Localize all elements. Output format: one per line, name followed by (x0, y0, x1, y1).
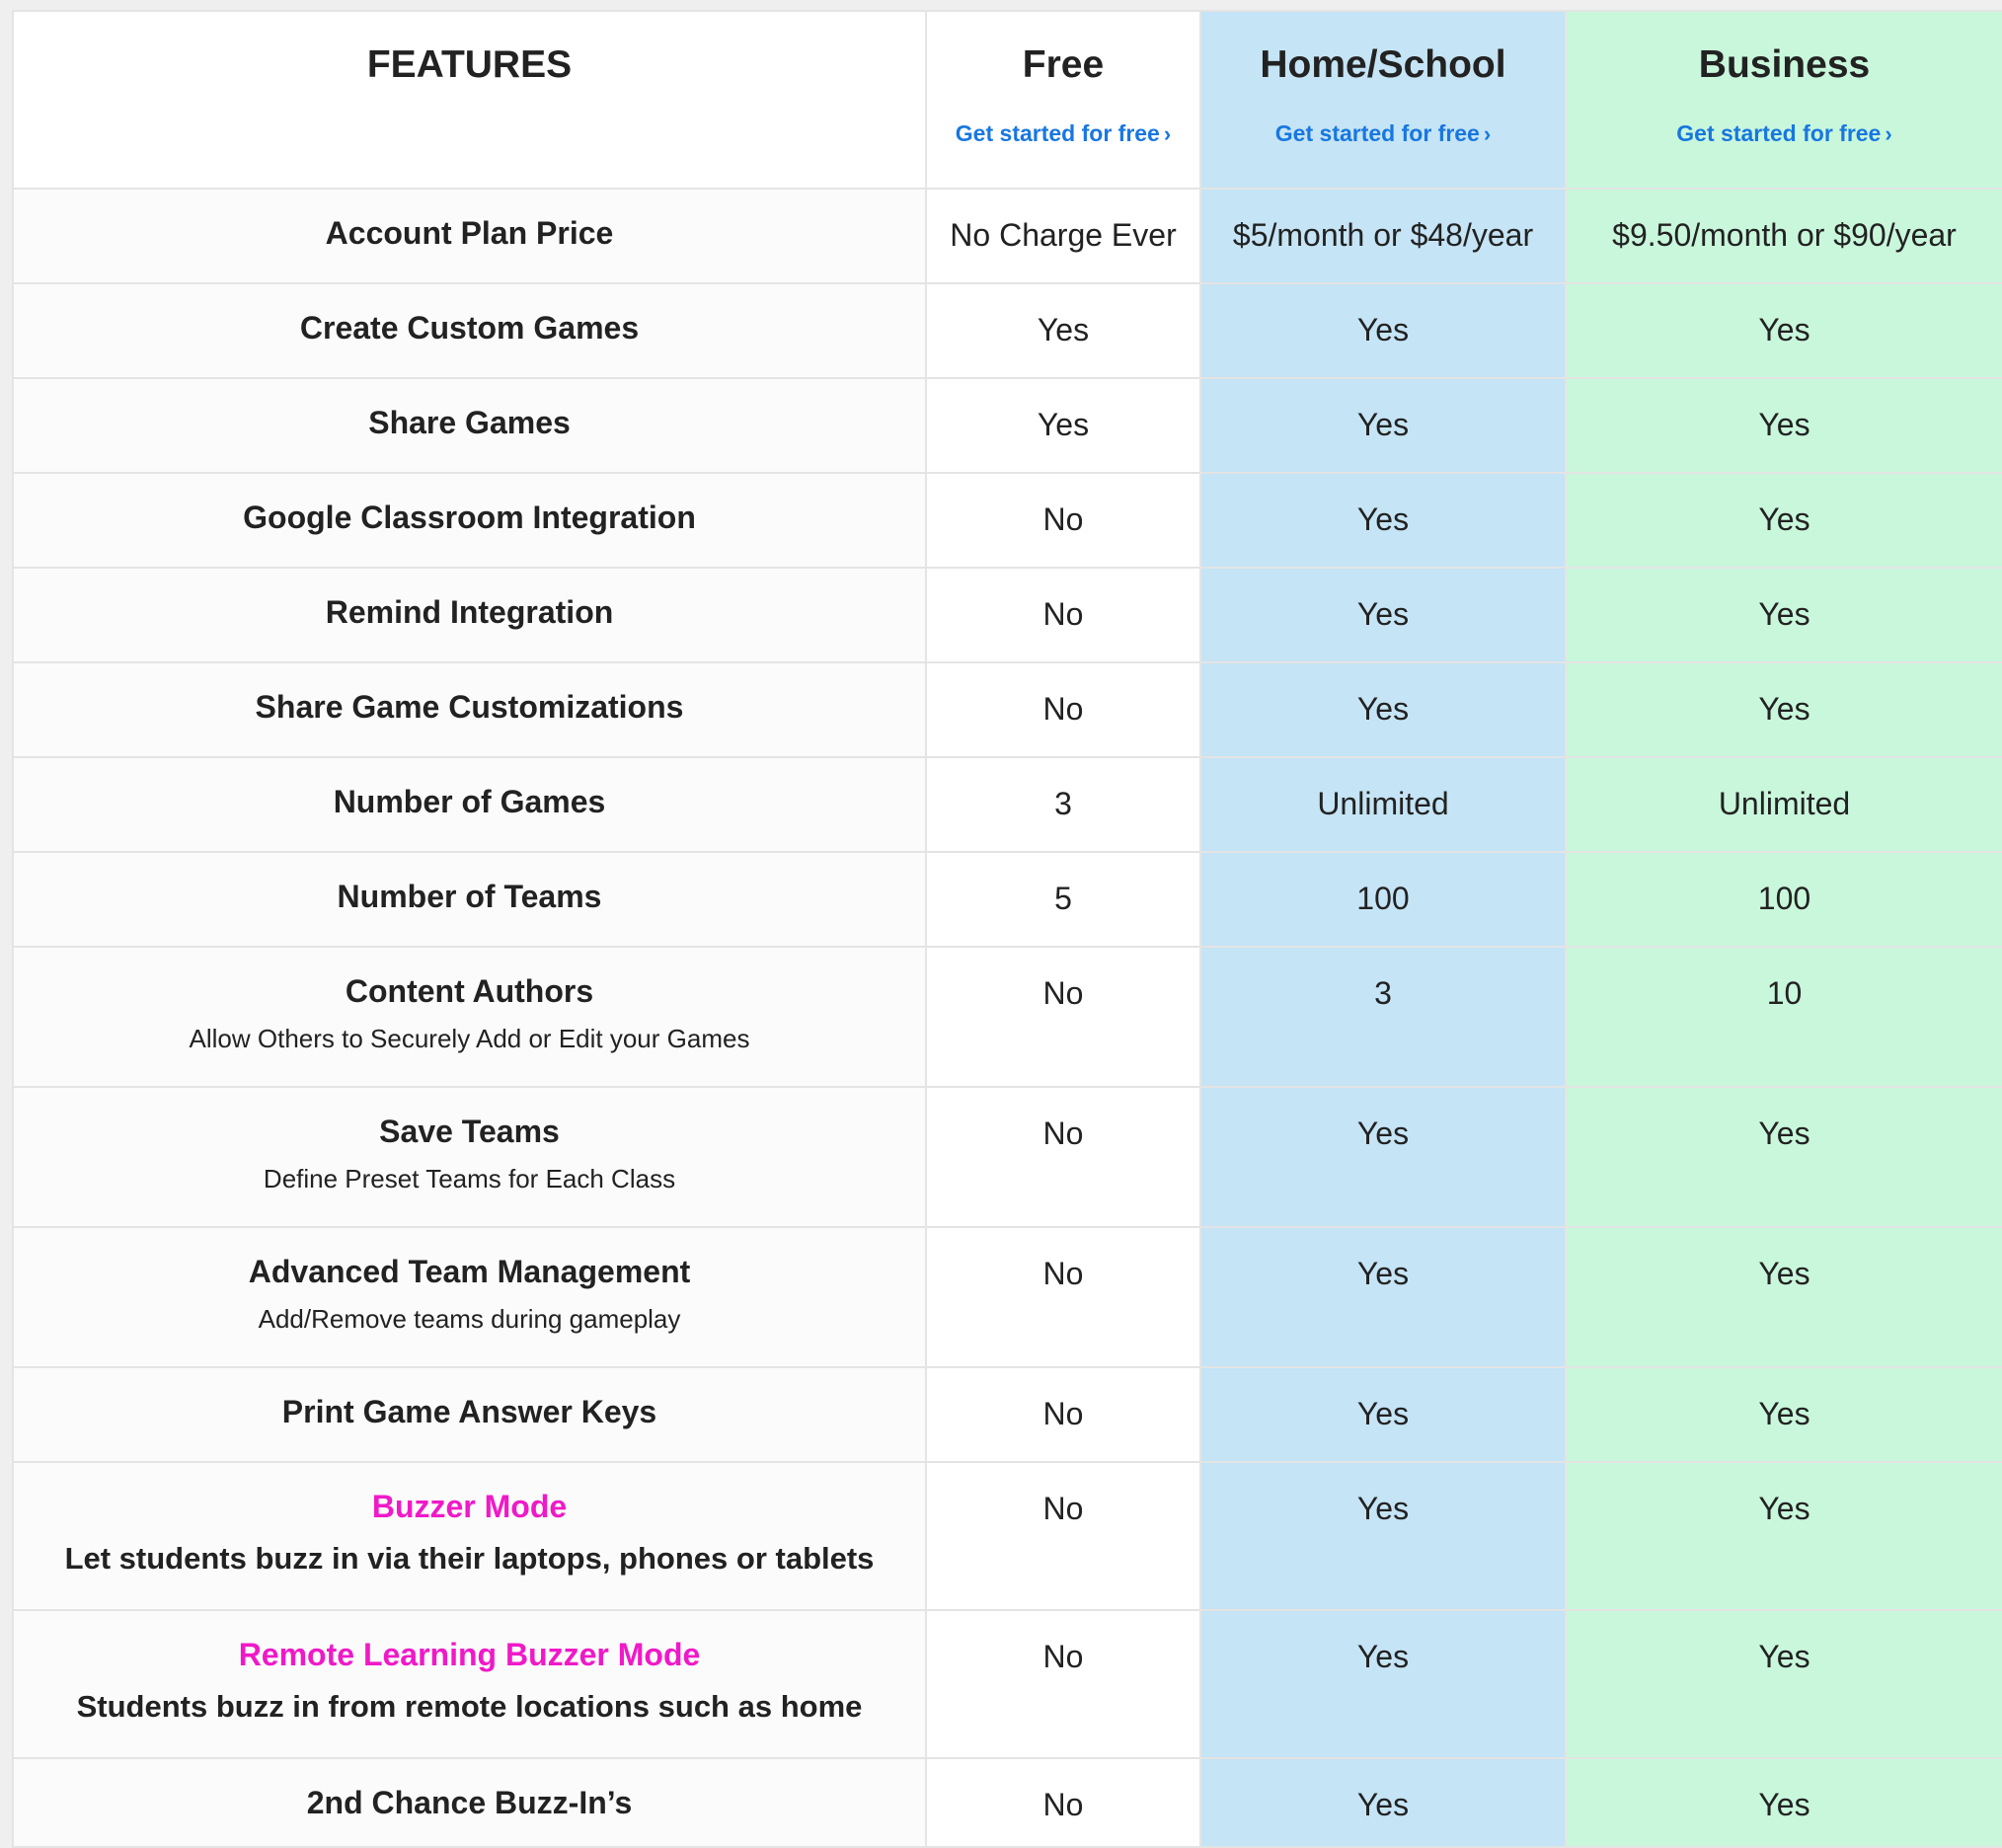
value-cell-home-school (1200, 947, 1566, 1087)
value-cell-home-school (1200, 473, 1566, 568)
feature-subtitle: Define Preset Teams for Each Class (263, 1164, 676, 1194)
value-text: $5/month or $48/year (1232, 217, 1534, 253)
value-text: 10 (1766, 975, 1803, 1011)
value-text: Yes (1758, 1491, 1810, 1526)
feature-cell (13, 189, 926, 283)
value-text: No (1042, 975, 1084, 1011)
value-text: 100 (1757, 881, 1811, 916)
value-cell-home-school (1200, 1227, 1566, 1367)
value-text: 3 (1374, 975, 1392, 1011)
feature-title: Share Games (368, 405, 571, 440)
value-cell-home-school (1200, 283, 1566, 378)
table-row (13, 189, 2002, 283)
value-text: Yes (1758, 312, 1810, 347)
value-cell-home-school (1200, 189, 1566, 283)
feature-subtitle: Let students buzz in via their laptops, phones or tablets (64, 1541, 875, 1576)
value-cell-business (1566, 1087, 2002, 1227)
feature-title: 2nd Chance Buzz-In’s (306, 1785, 633, 1820)
cta-label: Get started for free (1274, 120, 1480, 146)
value-cell-home-school (1200, 852, 1566, 947)
value-cell-business (1566, 662, 2002, 757)
value-text: Yes (1356, 501, 1410, 537)
feature-cell (13, 473, 926, 568)
value-text: Yes (1356, 1787, 1410, 1822)
value-text: Yes (1758, 691, 1810, 727)
value-text: Yes (1037, 312, 1090, 347)
value-cell-free (926, 1227, 1200, 1367)
table-header-row (13, 11, 2002, 189)
value-text: Yes (1758, 1396, 1810, 1431)
plan-name-free: Free (1022, 43, 1105, 86)
plan-comparison-table (12, 10, 2002, 1848)
value-cell-business (1566, 1462, 2002, 1610)
value-cell-business (1566, 1610, 2002, 1758)
value-cell-business (1566, 852, 2002, 947)
value-text: Yes (1758, 1639, 1810, 1674)
feature-cell (13, 1367, 926, 1462)
value-text: Yes (1356, 1116, 1410, 1151)
value-cell-free (926, 947, 1200, 1087)
feature-title-highlight: Remote Learning Buzzer Mode (238, 1637, 701, 1672)
value-cell-home-school (1200, 1367, 1566, 1462)
feature-title: Share Game Customizations (255, 689, 684, 725)
value-text: Yes (1356, 407, 1410, 442)
value-text: No (1042, 1116, 1084, 1151)
table-row (13, 1462, 2002, 1610)
value-cell-business (1566, 1758, 2002, 1847)
value-text: Yes (1356, 596, 1410, 632)
value-text: No (1042, 1396, 1084, 1431)
get-started-home-school-link[interactable] (1275, 120, 1491, 147)
value-text: 5 (1054, 881, 1072, 916)
value-cell-home-school (1200, 378, 1566, 473)
value-cell-home-school (1200, 757, 1566, 852)
value-text: No (1042, 501, 1084, 537)
plan-header-business (1566, 11, 2002, 189)
feature-title: Content Authors (345, 973, 594, 1009)
value-cell-home-school (1200, 1758, 1566, 1847)
feature-subtitle: Students buzz in from remote locations such as home (76, 1689, 863, 1724)
value-text: No (1042, 1639, 1084, 1674)
value-cell-free (926, 1758, 1200, 1847)
value-text: $9.50/month or $90/year (1612, 217, 1957, 253)
feature-title: Account Plan Price (325, 215, 614, 251)
plan-name-business: Business (1698, 43, 1871, 86)
value-cell-free (926, 757, 1200, 852)
feature-title: Google Classroom Integration (243, 500, 696, 535)
value-text: No (1042, 1256, 1084, 1291)
plan-header-home-school (1200, 11, 1566, 189)
table-row (13, 757, 2002, 852)
feature-title: Advanced Team Management (248, 1254, 691, 1289)
value-text: 100 (1356, 881, 1410, 916)
value-cell-business (1566, 473, 2002, 568)
value-cell-free (926, 283, 1200, 378)
pricing-page (12, 10, 2002, 1844)
value-text: Yes (1356, 691, 1410, 727)
features-header (13, 11, 926, 189)
value-cell-home-school (1200, 1462, 1566, 1610)
value-text: Yes (1758, 501, 1810, 537)
feature-title: Print Game Answer Keys (281, 1394, 657, 1429)
table-row (13, 568, 2002, 662)
table-row (13, 852, 2002, 947)
chevron-right-icon: › (1885, 121, 1892, 146)
value-text: Yes (1758, 1116, 1810, 1151)
value-cell-free (926, 1087, 1200, 1227)
feature-cell (13, 947, 926, 1087)
feature-title: Number of Teams (337, 879, 602, 914)
value-cell-free (926, 378, 1200, 473)
value-text: Unlimited (1317, 786, 1449, 821)
value-cell-business (1566, 378, 2002, 473)
value-cell-free (926, 1367, 1200, 1462)
table-row (13, 1227, 2002, 1367)
value-text: Yes (1037, 407, 1090, 442)
feature-subtitle: Allow Others to Securely Add or Edit your Games (189, 1024, 750, 1053)
table-row (13, 1367, 2002, 1462)
value-text: Yes (1356, 312, 1410, 347)
feature-cell (13, 568, 926, 662)
value-text: No (1042, 1787, 1084, 1822)
value-text: Unlimited (1718, 786, 1851, 821)
value-cell-free (926, 852, 1200, 947)
get-started-business-link[interactable] (1676, 120, 1891, 147)
table-row (13, 1758, 2002, 1847)
chevron-right-icon: › (1483, 121, 1492, 146)
feature-title: Number of Games (333, 784, 606, 819)
value-text: Yes (1356, 1256, 1410, 1291)
value-cell-business (1566, 757, 2002, 852)
feature-cell (13, 378, 926, 473)
table-row (13, 1087, 2002, 1227)
value-text: Yes (1356, 1639, 1410, 1674)
feature-title-highlight: Buzzer Mode (371, 1489, 568, 1524)
feature-title: Remind Integration (325, 594, 614, 630)
table-row (13, 1610, 2002, 1758)
value-cell-free (926, 473, 1200, 568)
value-text: Yes (1758, 407, 1810, 442)
value-text: No (1042, 596, 1084, 632)
value-cell-free (926, 662, 1200, 757)
feature-title: Create Custom Games (299, 310, 640, 346)
value-text: Yes (1758, 1787, 1810, 1822)
chevron-right-icon: › (1163, 121, 1172, 146)
feature-title: Save Teams (379, 1114, 560, 1149)
feature-subtitle: Add/Remove teams during gameplay (258, 1304, 681, 1334)
feature-cell (13, 1462, 926, 1610)
value-cell-free (926, 189, 1200, 283)
value-cell-home-school (1200, 1087, 1566, 1227)
feature-cell (13, 1758, 926, 1847)
feature-cell (13, 283, 926, 378)
value-text: No (1042, 1491, 1084, 1526)
value-text: No (1042, 691, 1084, 727)
table-row (13, 378, 2002, 473)
plan-header-free (926, 11, 1200, 189)
feature-cell (13, 1227, 926, 1367)
value-text: No Charge Ever (950, 217, 1177, 253)
value-cell-home-school (1200, 662, 1566, 757)
value-cell-free (926, 1610, 1200, 1758)
cta-label: Get started for free (955, 120, 1160, 146)
value-cell-home-school (1200, 1610, 1566, 1758)
feature-cell (13, 662, 926, 757)
value-text: Yes (1758, 596, 1810, 632)
cta-label: Get started for free (1676, 120, 1882, 146)
value-cell-home-school (1200, 568, 1566, 662)
table-row (13, 283, 2002, 378)
feature-cell (13, 1610, 926, 1758)
value-text: Yes (1356, 1396, 1410, 1431)
feature-cell (13, 757, 926, 852)
get-started-free-link[interactable] (956, 120, 1171, 147)
value-text: Yes (1758, 1256, 1810, 1291)
value-cell-business (1566, 283, 2002, 378)
value-cell-business (1566, 1227, 2002, 1367)
feature-cell (13, 852, 926, 947)
table-row (13, 473, 2002, 568)
value-text: Yes (1356, 1491, 1410, 1526)
table-row (13, 662, 2002, 757)
features-title: FEATURES (366, 43, 573, 86)
value-text: 3 (1054, 786, 1072, 821)
value-cell-business (1566, 1367, 2002, 1462)
value-cell-business (1566, 568, 2002, 662)
feature-cell (13, 1087, 926, 1227)
value-cell-free (926, 568, 1200, 662)
value-cell-business (1566, 189, 2002, 283)
plan-name-home-school: Home/School (1260, 43, 1506, 86)
value-cell-business (1566, 947, 2002, 1087)
table-row (13, 947, 2002, 1087)
value-cell-free (926, 1462, 1200, 1610)
